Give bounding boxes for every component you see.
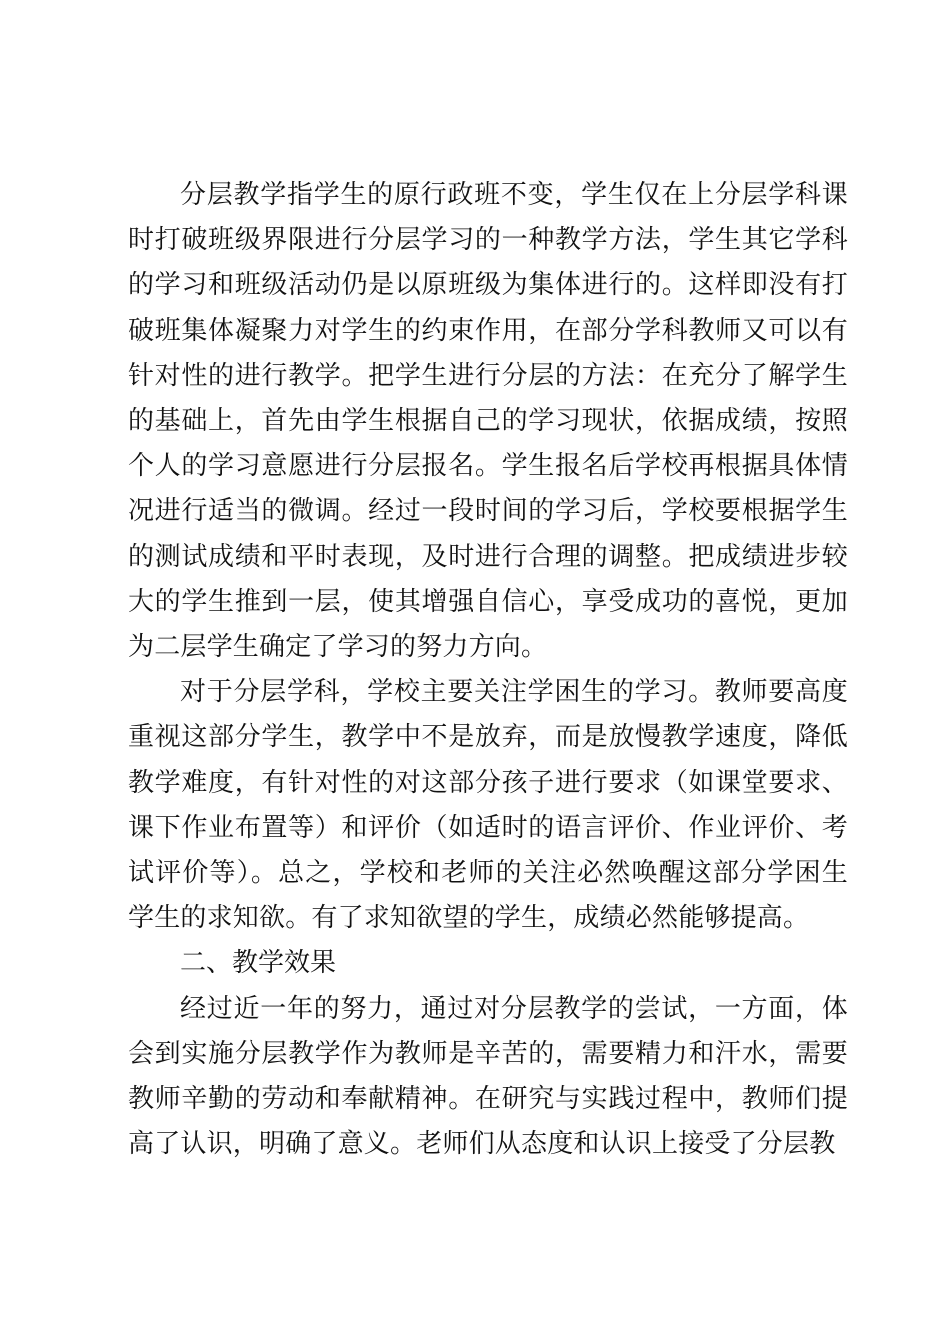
section-heading: 二、教学效果 <box>180 948 337 979</box>
paragraph-teaching-effect: 经过近一年的努力，通过对分层教学的尝试，一方面，体会到实施分层教学作为教师是辛苦的，需要精力和汗水，需要教师辛勤的劳动和奉献精神。在研究与实践过程中，教师们提高了认识，明确了意义。老师们从态度和认识上接受了分层教 <box>128 993 848 1160</box>
paragraph-layered-subjects: 对于分层学科，学校主要关注学困生的学习。教师要高度重视这部分学生，教学中不是放弃，而是放慢教学速度，降低教学难度，有针对性的对这部分孩子进行要求（如课堂要求、课下作业布置等）和评价（如适时的语言评价、作业评价、考试评价等）。总之，学校和老师的关注必然唤醒这部分学困生学生的求知欲。有了求知欲望的学生，成绩必然能够提高。 <box>128 677 848 934</box>
document-body <box>128 173 848 1167</box>
paragraph-layered-teaching-definition: 分层教学指学生的原行政班不变，学生仅在上分层学科课时打破班级界限进行分层学习的一种教学方法，学生其它学科的学习和班级活动仍是以原班级为集体进行的。这样即没有打破班集体凝聚力对学生的约束作用，在部分学科教师又可以有针对性的进行教学。把学生进行分层的方法：在充分了解学生的基础上，首先由学生根据自己的学习现状，依据成绩，按照个人的学习意愿进行分层报名。学生报名后学校再根据具体情况进行适当的微调。经过一段时间的学习后，学校要根据学生的测试成绩和平时表现，及时进行合理的调整。把成绩进步较大的学生推到一层，使其增强自信心，享受成功的喜悦，更加为二层学生确定了学习的努力方向。 <box>128 180 848 663</box>
